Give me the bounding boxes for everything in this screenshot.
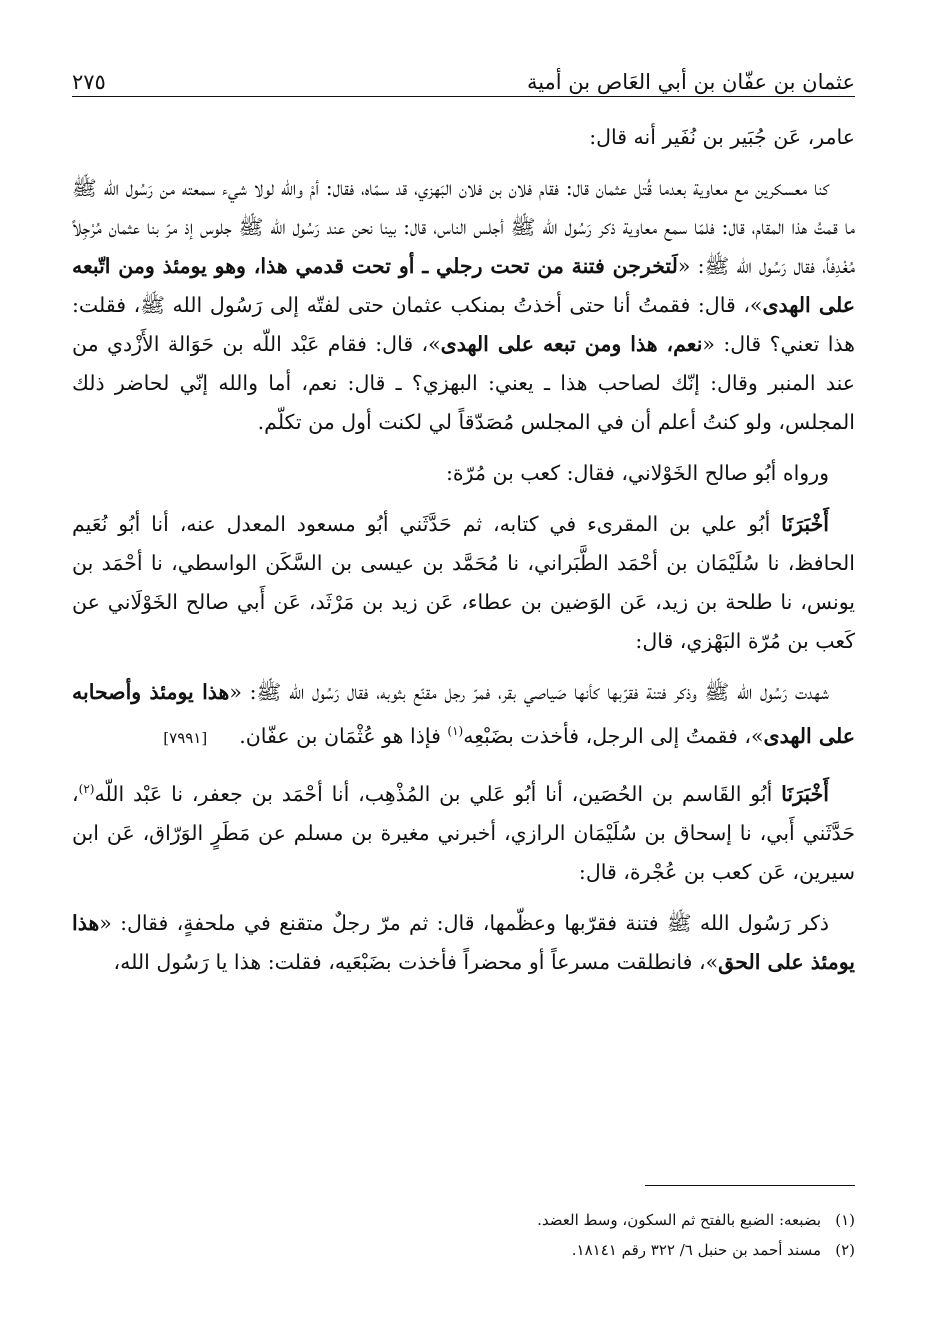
main-text: [72, 118, 855, 994]
footnotes: [72, 1205, 855, 1265]
footnote-number: (٢): [835, 1241, 855, 1259]
hadith-quote-bold: لَتخرجن فتنة من تحت رجلي ـ أو تحت قدمي هذا، وهو يومئذ ومن اتّبعه على الهدى: [72, 254, 855, 317]
paragraph-isnad: [72, 770, 855, 892]
paragraph-isnad: [72, 505, 855, 661]
paragraph-hadith: [72, 904, 855, 982]
footnote-marker: (٢): [78, 781, 95, 796]
text-span: أبُو علي بن المقرىء في كتابه، ثم حَدَّثَني أبُو مسعود المعدل عنه، أنا أبُو نُعَيم الحافظ، نا سُلَيْمَان بن أحْمَد الطَّبَراني، نا مُحَمَّد بن عيسى بن السَّكَن الواسطي، نا أحْمَد بن يونس، نا طلحة بن زيد، عَن الوَضين بن عطاء، عَن زيد بن مَرْثَد، عَن أَبي صالح الخَوْلَاني عن كَعب بن مُرّة البَهْزي، قال:: [72, 512, 855, 653]
text-span: كنا معسكرين مع معاوية بعدما قُتل عثمان قال: فقام فلان بن فلان البَهزي، قد سمّاه، فقال: أمْ والله لولا شيء سمعته من رَسُول الله ﷺ ما قمتُ هذا المقام، قال: فلمّا سمع معاوية ذكر رَسُول الله ﷺ أجلس الناس، قال: بينا نحن عند رَسُول الله ﷺ جلوس إذ مرّ بنا عثمان مُرْجِلاً مُغْدِفاً، فقال رَسُول الله ﷺ: «: [72, 176, 855, 278]
text-span: ورواه أبُو صالح الخَوْلاني، فقال: كعب بن مُرّة:: [446, 461, 829, 485]
footnote-text: مسند أحمد بن حنبل ٦/ ٣٢٢ رقم ١٨١٤١.: [571, 1241, 821, 1259]
header-rule: [72, 96, 855, 97]
text-span: شهدت رَسُول الله ﷺ وذكر فتنة فقرّبها كأنها صَياصي بقر، فمرّ رجل مقنّع بثوبه، فقال رَسُول الله ﷺ: «: [229, 680, 829, 704]
akhbarana-bold: أَخْبَرَنَا: [781, 781, 829, 806]
paragraph-narration: [72, 169, 855, 442]
text-span: ذكر رَسُول الله ﷺ فتنة فقرّبها وعظّمها، قال: ثم مرّ رجلٌ متقنع في ملحفةٍ، فقال: «: [99, 910, 829, 935]
hadith-quote-bold: هذا يومئذ على الحق: [72, 910, 855, 974]
running-title: عثمان بن عفّان بن أبي العَاص بن أمية: [526, 70, 855, 94]
page-number: ٢٧٥: [72, 70, 106, 94]
text-span: »، فقمتُ إلى الرجل، فأخذت بضَبْعِه: [463, 723, 764, 748]
akhbarana-bold: أَخْبَرَنَا: [781, 512, 829, 536]
paragraph-intro: [72, 118, 855, 157]
text-span: »، فانطلقت مسرعاً أو محضراً فأخذت بضَبْعَيه، فقلت: هذا يا رَسُول الله،: [113, 949, 719, 974]
text-span: عامر، عَن جُبَير بن نُفَير أنه قال:: [589, 125, 855, 149]
footnote: [72, 1205, 855, 1235]
footnote-marker: (١): [447, 724, 464, 738]
paragraph-variant: [72, 454, 855, 493]
paragraph-hadith: [72, 673, 855, 758]
footnote-number: (١): [835, 1211, 855, 1229]
footnote-rule: [645, 1185, 855, 1186]
hadith-quote-bold: نعم، هذا ومن تبعه على الهدى: [440, 332, 703, 356]
running-header: [72, 48, 855, 100]
text-span: ، حَدَّثَني أَبي، نا إسحاق بن سُلَيْمَان الرازي، أخبرني مغيرة بن مسلم عن مَطَرٍ الوَرّاق، عَن ابن سيرين، عَن كعب بن عُجْرة، قال:: [72, 781, 855, 884]
text-span: »، قال: فقام عَبْد اللّه بن حَوَالة الأَزْدي من عند المنبر وقال: إنّك لصاحب هذا ـ يعني: البهزي؟ ـ قال: نعم، أما والله إنّي لحاضر ذلك المجلس، ولو كنتُ أعلم أن في المجلس مُصَدّقاً لي لكنت أول من تكلّم.: [72, 332, 855, 434]
text-span: أبُو القَاسم بن الحُصَين، أنا أبُو عَلي بن المُذْهِب، أنا أحْمَد بن جعفر، نا عَبْد اللّه: [94, 781, 782, 806]
hadith-quote-bold: هذا يومئذ وأصحابه على الهدى: [72, 680, 855, 748]
hadith-number: [٧٩٩١]: [163, 728, 208, 747]
text-span: فإذا هو عُثْمَان بن عفّان.: [239, 723, 448, 748]
footnote-text: بضبعه: الضبع بالفتح ثم السكون، وسط العضد.: [537, 1211, 821, 1229]
text-span: »، قال: فقمتُ أنا حتى أخذتُ بمنكب عثمان حتى لفتّه إلى رَسُول الله ﷺ، فقلت: هذا تعني؟ قال: «: [72, 293, 855, 356]
footnote: [72, 1235, 855, 1265]
